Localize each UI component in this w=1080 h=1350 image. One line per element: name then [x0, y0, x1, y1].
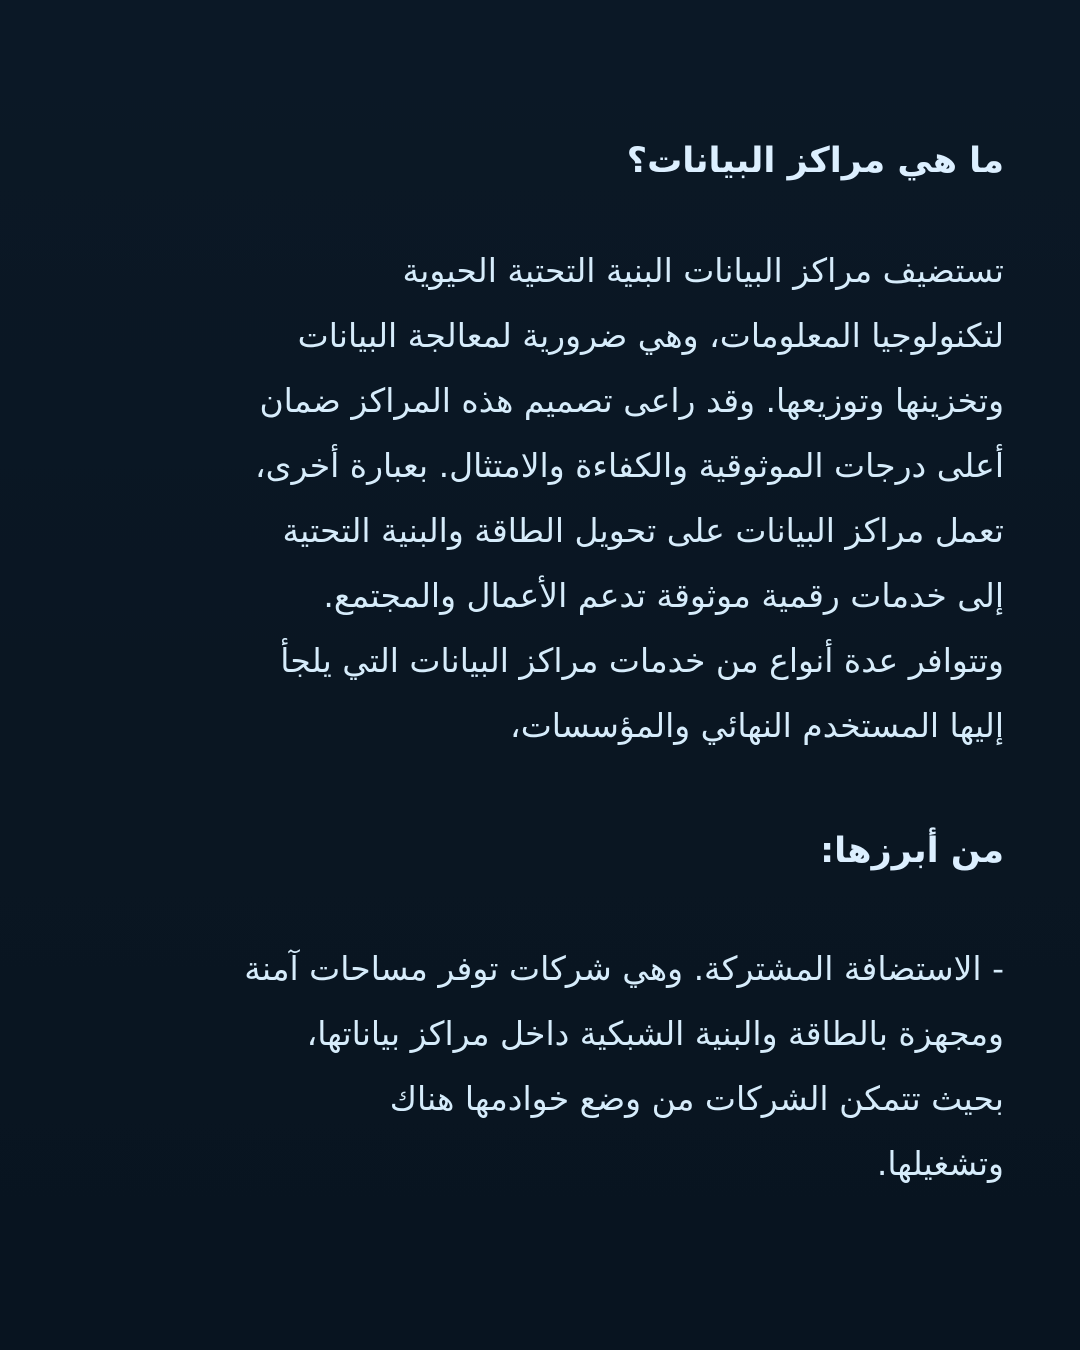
paragraph-line: لتكنولوجيا المعلومات، وهي ضرورية لمعالجة البيانات [297, 316, 1004, 355]
heading-what-are-data-centers: ما هي مراكز البيانات؟ [626, 141, 1004, 181]
paragraph-line: تعمل مراكز البيانات على تحويل الطاقة والبنية التحتية [282, 511, 1004, 550]
intro-paragraph [96, 238, 1004, 758]
paragraph-line: أعلى درجات الموثوقية والكفاءة والامتثال. بعبارة أخرى، [255, 446, 1004, 485]
paragraph-line: إلى خدمات رقمية موثوقة تدعم الأعمال والمجتمع. [323, 576, 1004, 615]
paragraph-line: ومجهزة بالطاقة والبنية الشبكية داخل مراكز بياناتها، [306, 1014, 1004, 1053]
paragraph-line: وتشغيلها. [876, 1144, 1004, 1183]
paragraph-line: وتتوافر عدة أنواع من خدمات مراكز البيانات التي يلجأ [280, 641, 1004, 680]
paragraph-line: وتخزينها وتوزيعها. وقد راعى تصميم هذه المراكز ضمان [259, 381, 1004, 420]
paragraph-line: إليها المستخدم النهائي والمؤسسات، [510, 706, 1004, 745]
colocation-paragraph [96, 936, 1004, 1196]
heading-most-notable: من أبرزها: [820, 831, 1004, 871]
paragraph-line: - الاستضافة المشتركة. وهي شركات توفر مساحات آمنة [244, 949, 1004, 988]
paragraph-line: تستضيف مراكز البيانات البنية التحتية الحيوية [402, 251, 1004, 290]
paragraph-line: بحيث تتمكن الشركات من وضع خوادمها هناك [389, 1079, 1004, 1118]
